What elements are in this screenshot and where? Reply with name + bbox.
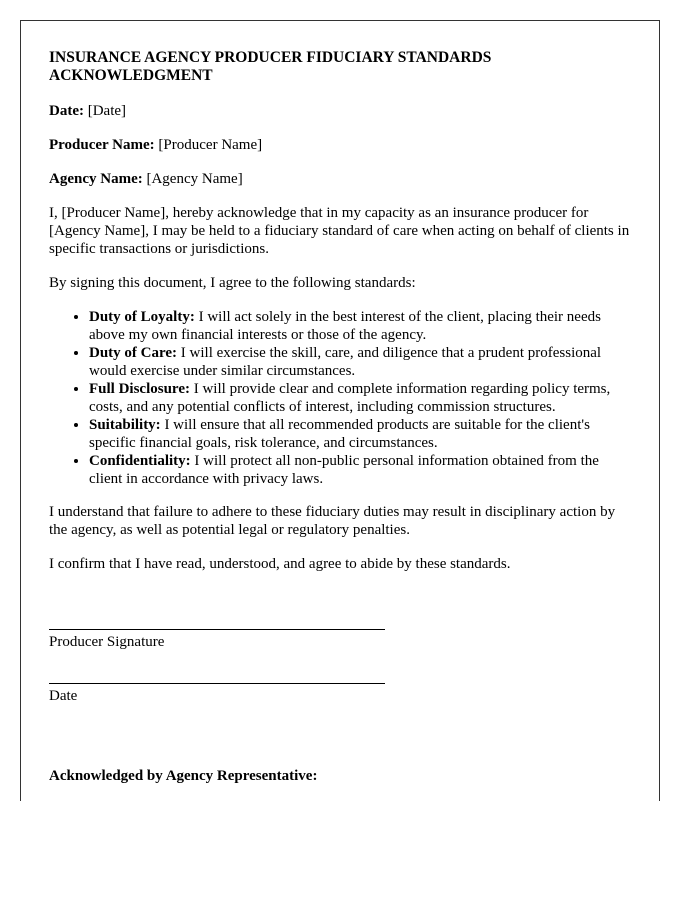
standard-text: I will provide clear and complete information regarding policy terms, costs, and any potential conflicts of interest, including commission structures. xyxy=(89,381,611,415)
standard-item xyxy=(89,416,631,452)
standards-list xyxy=(49,308,631,488)
agency-name-label: Agency Name: xyxy=(49,171,143,187)
document-title: INSURANCE AGENCY PRODUCER FIDUCIARY STANDARDS ACKNOWLEDGMENT xyxy=(49,49,492,84)
producer-signature-label: Producer Signature xyxy=(49,634,165,650)
signature-line xyxy=(49,629,385,630)
date-line xyxy=(49,683,385,684)
standard-term: Full Disclosure: xyxy=(89,381,190,397)
date-field-label: Date: xyxy=(49,103,84,119)
standard-term: Duty of Care: xyxy=(89,345,178,361)
standard-item xyxy=(89,380,631,416)
standard-term: Confidentiality: xyxy=(89,453,191,469)
date-signature-label: Date xyxy=(49,688,78,704)
confirm-paragraph: I confirm that I have read, understood, and agree to abide by these standards. xyxy=(49,556,511,572)
agency-name-field xyxy=(49,170,631,188)
producer-name-value: [Producer Name] xyxy=(158,137,263,153)
standard-term: Suitability: xyxy=(89,417,161,433)
standard-text: I will act solely in the best interest of the client, placing their needs above my own financial interests or those of the agency. xyxy=(89,309,601,343)
acknowledged-by-heading: Acknowledged by Agency Representative: xyxy=(49,768,318,784)
standard-text: I will protect all non-public personal information obtained from the client in accordance with privacy laws. xyxy=(89,453,599,487)
agency-name-value: [Agency Name] xyxy=(146,171,243,187)
agree-lead-paragraph: By signing this document, I agree to the following standards: xyxy=(49,275,416,291)
producer-name-label: Producer Name: xyxy=(49,137,155,153)
producer-name-field xyxy=(49,136,631,154)
date-signature-block xyxy=(49,683,631,705)
standard-item xyxy=(89,308,631,344)
date-field-value: [Date] xyxy=(87,103,127,119)
standard-item xyxy=(89,344,631,380)
standard-text: I will ensure that all recommended products are suitable for the client's specific financial goals, risk tolerance, and circumstances. xyxy=(89,417,590,451)
intro-paragraph: I, [Producer Name], hereby acknowledge that in my capacity as an insurance producer for [Agency Name], I may be held to a fiduciary standard of care when acting on behalf of clients in specific transactions or jurisdictions. xyxy=(49,205,630,257)
standard-text: I will exercise the skill, care, and diligence that a prudent professional would exercise under similar circumstances. xyxy=(89,345,602,379)
consequence-paragraph: I understand that failure to adhere to these fiduciary duties may result in disciplinary action by the agency, as well as potential legal or regulatory penalties. xyxy=(49,504,616,538)
document-page xyxy=(20,20,660,801)
standard-term: Duty of Loyalty: xyxy=(89,309,195,325)
date-field xyxy=(49,102,631,120)
standard-item xyxy=(89,452,631,488)
producer-signature-block xyxy=(49,629,631,651)
